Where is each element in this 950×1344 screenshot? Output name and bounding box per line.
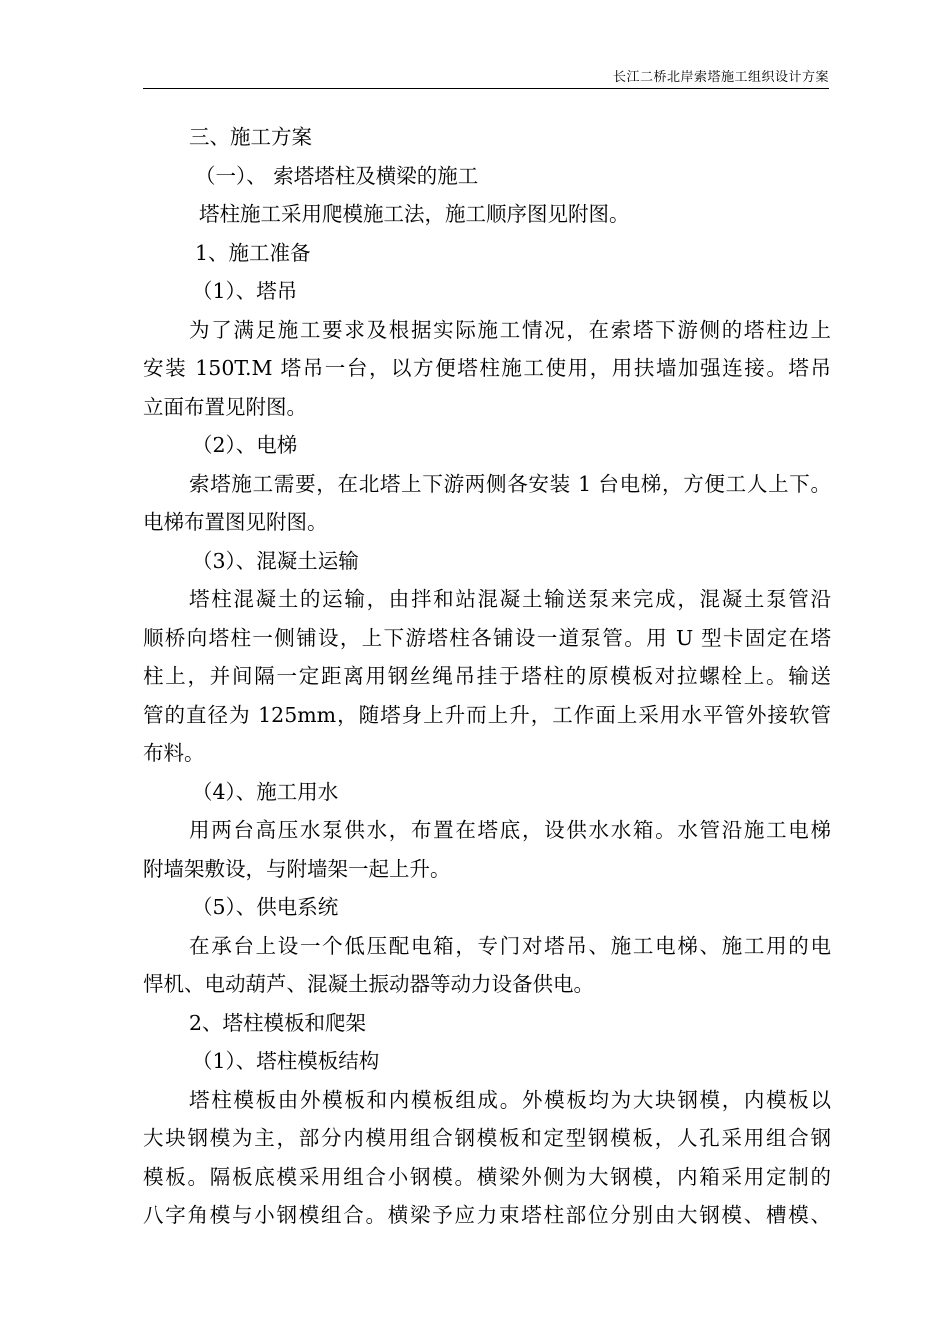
paragraph-line: 柱上，并间隔一定距离用钢丝绳吊挂于塔柱的原模板对拉螺栓上。输送 (143, 664, 831, 688)
paragraph-line: 索塔施工需要，在北塔上下游两侧各安装 1 台电梯，方便工人上下。 (189, 471, 831, 496)
document-body (143, 118, 831, 1235)
paragraph-line: 大块钢模为主，部分内模用组合钢模板和定型钢模板，人孔采用组合钢 (143, 1126, 831, 1150)
item-heading: 2、塔柱模板和爬架 (189, 1010, 367, 1035)
sub-item-heading: （1）、塔柱模板结构 (192, 1049, 380, 1073)
paragraph-line: 塔柱模板由外模板和内模板组成。外模板均为大块钢模，内模板以 (189, 1087, 831, 1112)
sub-item-heading: （5）、供电系统 (192, 895, 339, 919)
sub-item-heading: （2）、电梯 (192, 433, 298, 457)
sub-item-heading: （4）、施工用水 (192, 779, 339, 804)
paragraph-line: 立面布置见附图。 (143, 394, 307, 419)
paragraph-line: 为了满足施工要求及根据实际施工情况，在索塔下游侧的塔柱边上 (189, 317, 831, 342)
paragraph-line: 安装 150T.M 塔吊一台，以方便塔柱施工使用，用扶墙加强连接。塔吊 (143, 356, 831, 380)
subsection-heading: （一）、 索塔塔柱及横梁的施工 (195, 163, 479, 188)
paragraph-line: 用两台高压水泵供水，布置在塔底，设供水水箱。水管沿施工电梯 (189, 818, 831, 842)
sub-item-heading: （1）、塔吊 (192, 279, 298, 303)
paragraph-line: 顺桥向塔柱一侧铺设，上下游塔柱各铺设一道泵管。用 U 型卡固定在塔 (143, 625, 831, 650)
item-heading: 1、施工准备 (195, 240, 311, 265)
sub-item-heading: （3）、混凝土运输 (192, 548, 359, 573)
header-title: 长江二桥北岸索塔施工组织设计方案 (612, 70, 829, 85)
paragraph-line: 在承台上设一个低压配电箱，专门对塔吊、施工电梯、施工用的电 (189, 933, 831, 958)
paragraph-line: 塔柱施工采用爬模施工法，施工顺序图见附图。 (199, 202, 630, 226)
page-header (143, 62, 829, 89)
paragraph-line: 悍机、电动葫芦、混凝土振动器等动力设备供电。 (143, 972, 594, 996)
paragraph-line: 模板。隔板底模采用组合小钢模。横梁外侧为大钢模，内箱采用定制的 (143, 1164, 831, 1189)
paragraph-line: 布料。 (143, 741, 205, 765)
paragraph-line: 附墙架敷设，与附墙架一起上升。 (143, 856, 451, 881)
paragraph-line: 塔柱混凝土的运输，由拌和站混凝土输送泵来完成，混凝土泵管沿 (189, 587, 831, 611)
section-heading: 三、施工方案 (189, 125, 312, 149)
paragraph-line: 管的直径为 125mm，随塔身上升而上升，工作面上采用水平管外接软管 (143, 702, 831, 727)
paragraph-line: 八字角模与小钢模组合。横梁予应力束塔柱部位分别由大钢模、槽模、 (143, 1203, 831, 1227)
paragraph-line: 电梯布置图见附图。 (143, 510, 328, 534)
